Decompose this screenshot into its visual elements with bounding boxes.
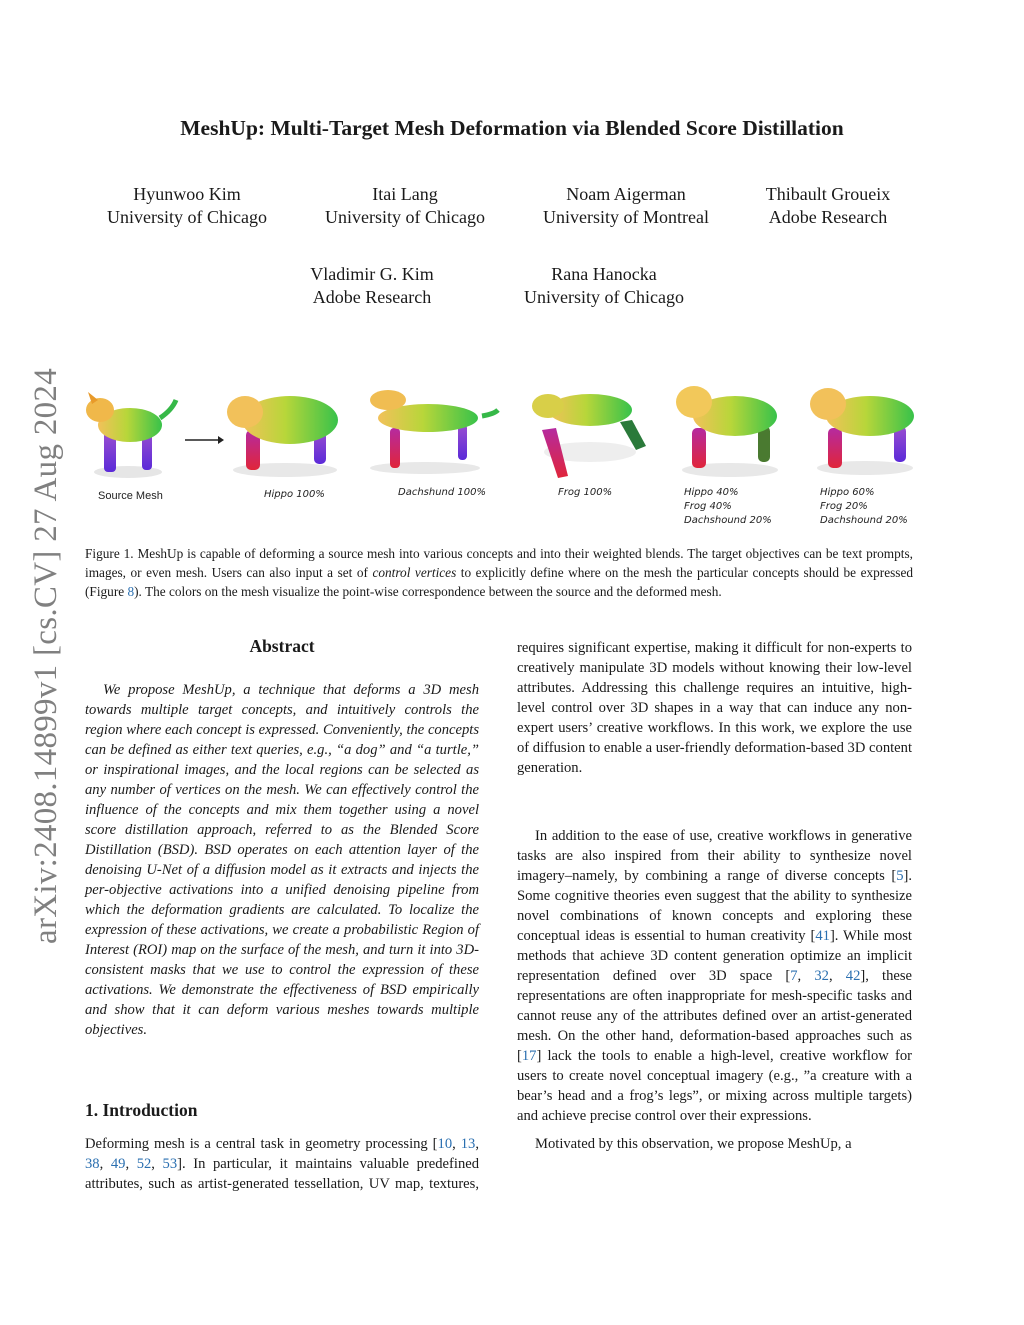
- author-block: [252, 263, 492, 309]
- paper-title: MeshUp: Multi-Target Mesh Deformation via Blended Score Distillation: [180, 116, 844, 140]
- intro-paragraph-2: In addition to the ease of use, creative workflows in generative tasks are also inspired from their ability to synthesize novel imagery–namely, by combining a range of diverse concepts [5]. Some cognitive theories even suggest that the ability to synthesize novel combinations of known concepts and exploring these conceptual ideas is essential to human creativity [41]. While most methods that achieve 3D content generation optimize an implicit representation defined over 3D space [7, 32, 42], these representations are often inappropriate for mesh-specific tasks and cannot reuse any of the attributes defined over an artist-generated mesh. On the other hand, deformation-based approaches such as [17] lack the tools to enable a high-level, creative workflow for users to create novel conceptual imagery (e.g., ”a creature with a bear’s head and a frog’s legs”, or mixing across multiple targets) and achieve precise control over their expressions.: [517, 828, 913, 1124]
- blend-2-line: Hippo 60%: [820, 487, 875, 498]
- intro-text: ], these representations are often inappropriate for mesh-specific tasks and cannot reuse any of the attributes defined over an artist-generated mesh. On the other hand, deformation-based approaches such as [: [517, 968, 913, 1064]
- author-name: Hyunwoo Kim: [133, 184, 241, 204]
- figure-1: [80, 370, 950, 540]
- intro-text: ]. Some cognitive theories even suggest that the ability to synthesize novel combinations of known concepts and exploring these conceptual ideas is essential to human creativity [: [517, 868, 912, 944]
- blend-1-line: Dachshound 20%: [684, 515, 772, 526]
- intro-right-column: [517, 638, 912, 1154]
- blend-2-line: Frog 20%: [820, 501, 868, 512]
- caption-emphasis: control vertices: [372, 565, 457, 580]
- abstract-body: [85, 680, 479, 1040]
- label-hippo: Hippo 100%: [264, 489, 325, 500]
- blend-mesh-1: [676, 386, 778, 477]
- intro-text: ]. While most methods that achieve 3D content generation optimize an implicit representation defined over 3D space [: [517, 928, 912, 984]
- label-dachshund: Dachshund 100%: [398, 487, 487, 498]
- dachshund-mesh: [370, 390, 498, 474]
- author-block: [285, 183, 525, 229]
- arxiv-identifier: arXiv:2408.14899v1 [cs.CV] 27 Aug 2024: [28, 367, 64, 944]
- author-block: [67, 183, 307, 229]
- blend-mesh-2: [810, 388, 914, 475]
- frog-mesh: [532, 394, 646, 478]
- section-heading-introduction: 1. Introduction: [85, 1100, 198, 1120]
- label-source-mesh: Source Mesh: [98, 490, 163, 502]
- author-name: Vladimir G. Kim: [310, 264, 434, 284]
- label-frog: Frog 100%: [558, 487, 613, 498]
- intro-left-column: Deforming mesh is a central task in geometry processing [10, 13, 38, 49, 52, 53]. In particular, it maintains valuable predefined attributes, such as artist-generated tessellation, UV map, textures,: [85, 1134, 479, 1194]
- author-affiliation: University of Chicago: [325, 207, 485, 227]
- citation-link[interactable]: 41: [815, 928, 830, 944]
- citation-link[interactable]: 52: [136, 1156, 152, 1172]
- citation-link[interactable]: 49: [110, 1156, 126, 1172]
- intro-text: requires significant expertise, making it difficult for non-experts to creatively manipulate 3D models without knowing their low-level attributes. Addressing this challenge requires an intuitive, high-level control over 3D shapes in a way that can induce any non-expert users’ creative workflows. In this work, we explore the use of diffusion to enable a user-friendly deformation-based 3D content generation.: [517, 640, 912, 776]
- citation-link[interactable]: 53: [162, 1156, 178, 1172]
- citation-link[interactable]: 5: [896, 868, 904, 884]
- citation-link[interactable]: 17: [521, 1048, 537, 1064]
- caption-text: to explicitly define where on the mesh the particular concepts should be expressed (Figure: [85, 565, 913, 599]
- abstract-text: We propose MeshUp, a technique that deforms a 3D mesh towards multiple target concepts, and intuitively controls the region where each concept is expressed. Conveniently, the concepts can be defined as either text queries, e.g., “a dog” and “a turtle,” or inspirational images, and the local regions can be selected as any number of vertices on the mesh. We can effectively control the influence of the concepts and mix them together using a novel score distillation approach, referred to as the Blended Score Distillation (BSD). BSD operates on each attention layer of the denoising U-Net of a diffusion model as it extracts and injects the per-objective activations into a unified denoising pipeline from which the deformation gradients are calculated. To localize the expression of these activations, we create a probabilistic Region of Interest (ROI) map on the surface of the mesh, and turn it into 3D-consistent masks that we use to control the expression of these activations. We demonstrate the effectiveness of BSD empirically and show that it can deform various meshes towards multiple objectives.: [85, 682, 479, 1038]
- label-blend-2: [820, 486, 908, 528]
- author-block: [484, 263, 724, 309]
- intro-p1-continuation: [517, 638, 912, 818]
- hippo-mesh: [227, 396, 338, 477]
- label-blend-1: [684, 486, 772, 528]
- author-affiliation: University of Montreal: [543, 207, 709, 227]
- abstract-heading: Abstract: [249, 636, 315, 656]
- blend-1-line: Hippo 40%: [684, 487, 739, 498]
- figure-reference-link[interactable]: 8: [127, 584, 135, 599]
- citation-link[interactable]: 38: [85, 1156, 100, 1172]
- figure-caption: [85, 544, 913, 601]
- author-block: [708, 183, 948, 229]
- intro-paragraph-3: Motivated by this observation, we propose MeshUp, a: [535, 1136, 852, 1152]
- caption-text: ). The colors on the mesh visualize the point-wise correspondence between the source and the deformed mesh.: [134, 584, 722, 599]
- author-name: Noam Aigerman: [566, 184, 686, 204]
- blend-2-line: Dachshound 20%: [820, 515, 908, 526]
- author-name: Itai Lang: [372, 184, 438, 204]
- citation-link[interactable]: 42: [845, 968, 861, 984]
- author-name: Rana Hanocka: [551, 264, 657, 284]
- author-affiliation: University of Chicago: [524, 287, 684, 307]
- citation-link[interactable]: 32: [814, 968, 829, 984]
- intro-text: Deforming mesh is a central task in geometry processing [: [85, 1136, 438, 1152]
- citation-link[interactable]: 13: [460, 1136, 476, 1152]
- author-affiliation: Adobe Research: [768, 207, 888, 227]
- intro-text: ] lack the tools to enable a high-level, creative workflow for users to create novel conceptual imagery (e.g., ”a creature with a bear’s head and a frog’s legs”, or mixing across multiple targets) and achieve precise control over their expressions.: [517, 1048, 912, 1124]
- citation-link[interactable]: 7: [790, 968, 798, 984]
- author-affiliation: University of Chicago: [107, 207, 267, 227]
- author-affiliation: Adobe Research: [312, 287, 432, 307]
- blend-1-line: Frog 40%: [684, 501, 732, 512]
- author-name: Thibault Groueix: [765, 184, 891, 204]
- source-mesh-dog: [86, 392, 176, 478]
- intro-text: In addition to the ease of use, creative workflows in generative tasks are also inspired from their ability to synthesize novel imagery–namely, by combining a range of diverse concepts [: [517, 828, 912, 884]
- caption-text: Figure 1. MeshUp is capable of deforming a source mesh into various concepts and into their weighted blends. The target objectives can be text prompts, images, or even mesh. Users can also input a set of: [85, 546, 913, 580]
- intro-text: ]. In particular, it maintains valuable predefined attributes, such as artist-generated tessellation, UV map, textures,: [85, 1156, 479, 1192]
- citation-link[interactable]: 10: [437, 1136, 453, 1152]
